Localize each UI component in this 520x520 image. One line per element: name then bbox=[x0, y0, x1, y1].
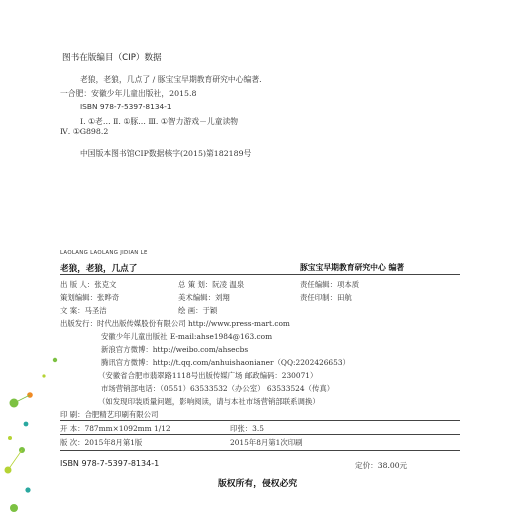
publisher-line-2: 安徽少年儿童出版社 E-mail:ahse1984@163.com bbox=[101, 332, 273, 341]
cip-line-title: 老狼，老狼，几点了 / 豚宝宝早期教育研究中心编著. bbox=[80, 75, 262, 84]
dot-5 bbox=[24, 422, 29, 427]
cip-line-data-number: 中国版本图书馆CIP数据核字(2015)第182189号 bbox=[80, 149, 252, 158]
dot-link-2 bbox=[8, 450, 22, 470]
cip-line-publisher: 一合肥：安徽少年儿童出版社，2015.8 bbox=[60, 89, 197, 98]
credit-chief-planner: 总 策 划：阮凌 温泉 bbox=[178, 280, 245, 289]
cip-line-class-number: Ⅳ. ①G898.2 bbox=[60, 127, 109, 136]
impression-line: 2015年8月第1次印刷 bbox=[230, 438, 303, 447]
dot-9 bbox=[25, 487, 30, 492]
dot-link-1 bbox=[14, 395, 30, 403]
printer-line: 印 刷：合肥精艺印刷有限公司 bbox=[60, 410, 159, 419]
publisher-line-1: 出版发行：时代出版传媒股份有限公司 http://www.press-mart.com bbox=[60, 319, 290, 328]
decorative-dots bbox=[0, 340, 70, 520]
divider-bottom bbox=[60, 450, 460, 451]
divider-top bbox=[60, 274, 460, 275]
credit-illustration: 绘 画：于颖 bbox=[178, 306, 218, 315]
book-title: 老狼，老狼，几点了 bbox=[60, 264, 138, 274]
credit-text: 文 案：马圣洁 bbox=[60, 306, 107, 315]
dot-10 bbox=[10, 504, 18, 512]
dots-group bbox=[5, 358, 58, 512]
pinyin-caption: LAOLANG LAOLANG JIDIAN LE bbox=[60, 250, 148, 256]
credit-art-editor: 美术编辑：刘翔 bbox=[178, 293, 230, 302]
credit-editor: 责任编辑：项本质 bbox=[300, 280, 360, 289]
divider-1 bbox=[60, 420, 460, 421]
publisher-line-5: （安徽省合肥市翡翠路1118号出版传媒广场 邮政编码：230071） bbox=[98, 371, 318, 380]
credit-print-manager: 责任印制：田航 bbox=[300, 293, 352, 302]
publisher-line-7: （如发现印装质量问题，影响阅读，请与本社市场营销部联系调换） bbox=[98, 397, 320, 406]
publisher-line-6: 市场营销部电话：（0551）63533532（办公室） 63533524（传真） bbox=[101, 384, 335, 393]
cip-title: 图书在版编目（CIP）数据 bbox=[62, 53, 162, 63]
format-line: 开 本：787mm×1092mm 1/12 bbox=[60, 424, 171, 433]
credit-plan-editor: 策划编辑：张晔奇 bbox=[60, 293, 120, 302]
cip-line-classification: Ⅰ. ①老… Ⅱ. ①豚… Ⅲ. ①智力游戏－儿童读物 bbox=[80, 117, 239, 126]
price: 定价：38.00元 bbox=[355, 461, 408, 470]
dot-6 bbox=[8, 436, 12, 440]
publisher-line-3: 新浪官方微博：http://weibo.com/ahsecbs bbox=[101, 345, 249, 354]
isbn-bottom: ISBN 978-7-5397-8134-1 bbox=[60, 459, 160, 468]
sheets-line: 印张：3.5 bbox=[230, 424, 264, 433]
book-author: 豚宝宝早期教育研究中心 编著 bbox=[300, 263, 405, 272]
rights-notice: 版权所有，侵权必究 bbox=[218, 479, 298, 489]
cip-line-isbn: ISBN 978-7-5397-8134-1 bbox=[80, 102, 172, 111]
edition-line: 版 次：2015年8月第1版 bbox=[60, 438, 143, 447]
dot-2 bbox=[42, 374, 45, 377]
credit-publisher: 出 版 人：张克文 bbox=[60, 280, 117, 289]
divider-2 bbox=[60, 434, 460, 435]
publisher-line-4: 腾讯官方微博：http://t.qq.com/anhuishaonianer（QQ:2202426653） bbox=[101, 358, 350, 367]
dot-1 bbox=[53, 358, 57, 362]
